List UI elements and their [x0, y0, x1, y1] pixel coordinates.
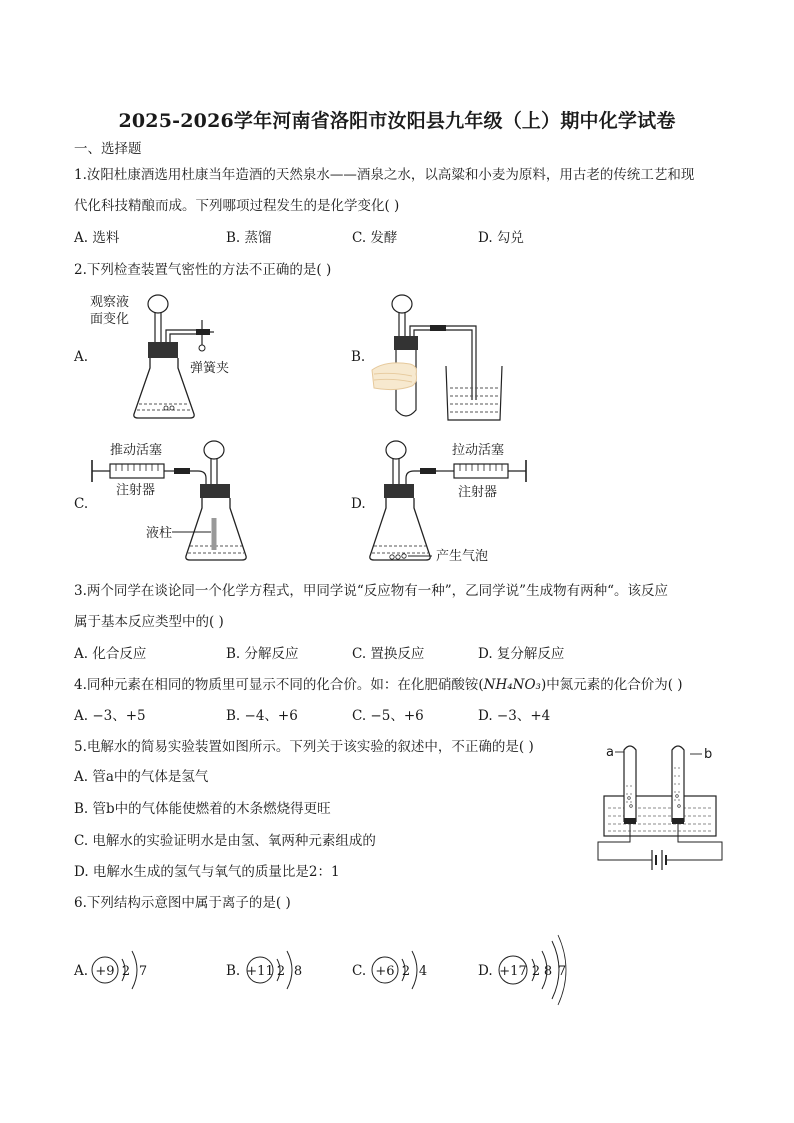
atom-b-nucleus: +11 — [246, 964, 274, 979]
figure-c-label-syringe: 注射器 — [116, 483, 156, 498]
question-4-stem-post: )中氮元素的化合价为( ) — [540, 677, 683, 693]
figure-d-label-pull: 拉动活塞 — [452, 443, 505, 458]
atom-diagram-d — [494, 925, 594, 1015]
question-4-option-d[interactable]: D. −3、+4 — [478, 708, 551, 724]
tube-a-label: a — [606, 745, 614, 760]
atom-diagram-b — [243, 935, 323, 1005]
atom-d-shell-1: 2 — [531, 964, 541, 979]
question-4-formula: NH₄NO₃ — [483, 677, 541, 693]
figure-c-label-push: 推动活塞 — [110, 443, 163, 458]
figure-a-label-level: 面变化 — [90, 312, 130, 327]
question-5-option-b[interactable]: B. 管b中的气体能使燃着的木条燃烧得更旺 — [74, 801, 331, 817]
question-6-option-d-label[interactable]: D. — [478, 963, 493, 979]
question-4-stem-pre: 4.同种元素在相同的物质里可显示不同的化合价。如：在化肥硝酸铵( — [74, 677, 484, 693]
atom-c-nucleus: +6 — [375, 964, 395, 979]
figure-d-label-bubble: 产生气泡 — [436, 549, 489, 564]
atom-b-shell-1: 2 — [276, 964, 286, 979]
electrolysis-figure — [598, 738, 730, 878]
question-5-option-d[interactable]: D. 电解水生成的氢气与氧气的质量比是2：1 — [74, 864, 340, 880]
question-1-line-1: 1.汝阳杜康酒选用杜康当年造酒的天然泉水——酒泉之水，以高粱和小麦为原料，用古老的传统工艺和现 — [74, 167, 695, 183]
question-4-option-c[interactable]: C. −5、+6 — [352, 708, 424, 724]
atom-a-nucleus: +9 — [95, 964, 115, 979]
figure-a-label-observe: 观察液 — [90, 295, 130, 310]
question-2-option-b-label[interactable]: B. — [351, 349, 366, 365]
question-6-option-c-label[interactable]: C. — [352, 963, 367, 979]
question-2-option-d-label[interactable]: D. — [351, 496, 366, 512]
airtight-figure-a — [86, 290, 266, 425]
question-4-option-b[interactable]: B. −4、+6 — [226, 708, 298, 724]
question-2-option-c-label[interactable]: C. — [74, 496, 89, 512]
question-3-option-d[interactable]: D. 复分解反应 — [478, 646, 565, 662]
tube-b-label: b — [704, 747, 713, 762]
figure-c-label-liquid: 液柱 — [146, 526, 173, 541]
question-1-line-2: 代化科技精酿而成。下列哪项过程发生的是化学变化( ) — [74, 198, 400, 214]
question-2-option-a-label[interactable]: A. — [74, 349, 89, 365]
question-3-option-b[interactable]: B. 分解反应 — [226, 646, 299, 662]
question-6-option-a-label[interactable]: A. — [74, 963, 89, 979]
question-3-line-2: 属于基本反应类型中的( ) — [74, 614, 224, 630]
question-3-option-a[interactable]: A. 化合反应 — [74, 646, 147, 662]
airtight-figure-d — [370, 438, 540, 568]
question-2-stem: 2.下列检查装置气密性的方法不正确的是( ) — [74, 262, 332, 278]
atom-a-shell-2: 7 — [138, 964, 148, 979]
atom-diagram-c — [368, 935, 448, 1005]
atom-b-shell-2: 8 — [293, 964, 303, 979]
question-6-stem: 6.下列结构示意图中属于离子的是( ) — [74, 895, 291, 911]
question-5-option-a[interactable]: A. 管a中的气体是氢气 — [74, 769, 209, 785]
question-5-option-c[interactable]: C. 电解水的实验证明水是由氢、氧两种元素组成的 — [74, 833, 376, 849]
question-3-line-1: 3.两个同学在谈论同一个化学方程式，甲同学说“反应物有一种”，乙同学说”生成物有两种“。该反应 — [74, 583, 668, 599]
section-heading: 一、选择题 — [74, 141, 142, 157]
atom-d-nucleus: +17 — [499, 964, 527, 979]
atom-d-shell-2: 8 — [543, 964, 553, 979]
atom-d-shell-3: 7 — [557, 964, 567, 979]
page-title: 2025-2026学年河南省洛阳市汝阳县九年级（上）期中化学试卷 — [118, 110, 676, 132]
question-5-stem: 5.电解水的简易实验装置如图所示。下列关于该实验的叙述中，不正确的是( ) — [74, 739, 534, 755]
airtight-figure-b — [366, 290, 506, 425]
question-4-option-a[interactable]: A. −3、+5 — [74, 708, 146, 724]
atom-a-shell-1: 2 — [121, 964, 131, 979]
atom-c-shell-2: 4 — [418, 964, 428, 979]
question-1-option-c[interactable]: C. 发酵 — [352, 230, 398, 246]
question-1-option-a[interactable]: A. 选料 — [74, 230, 120, 246]
figure-d-label-syringe: 注射器 — [458, 485, 498, 500]
airtight-figure-c — [90, 438, 270, 568]
question-1-option-d[interactable]: D. 勾兑 — [478, 230, 524, 246]
question-1-option-b[interactable]: B. 蒸馏 — [226, 230, 272, 246]
question-3-option-c[interactable]: C. 置换反应 — [352, 646, 425, 662]
figure-a-label-clip: 弹簧夹 — [190, 361, 230, 376]
question-6-option-b-label[interactable]: B. — [226, 963, 241, 979]
atom-diagram-a — [88, 935, 168, 1005]
question-4-stem — [74, 676, 683, 694]
atom-c-shell-1: 2 — [401, 964, 411, 979]
